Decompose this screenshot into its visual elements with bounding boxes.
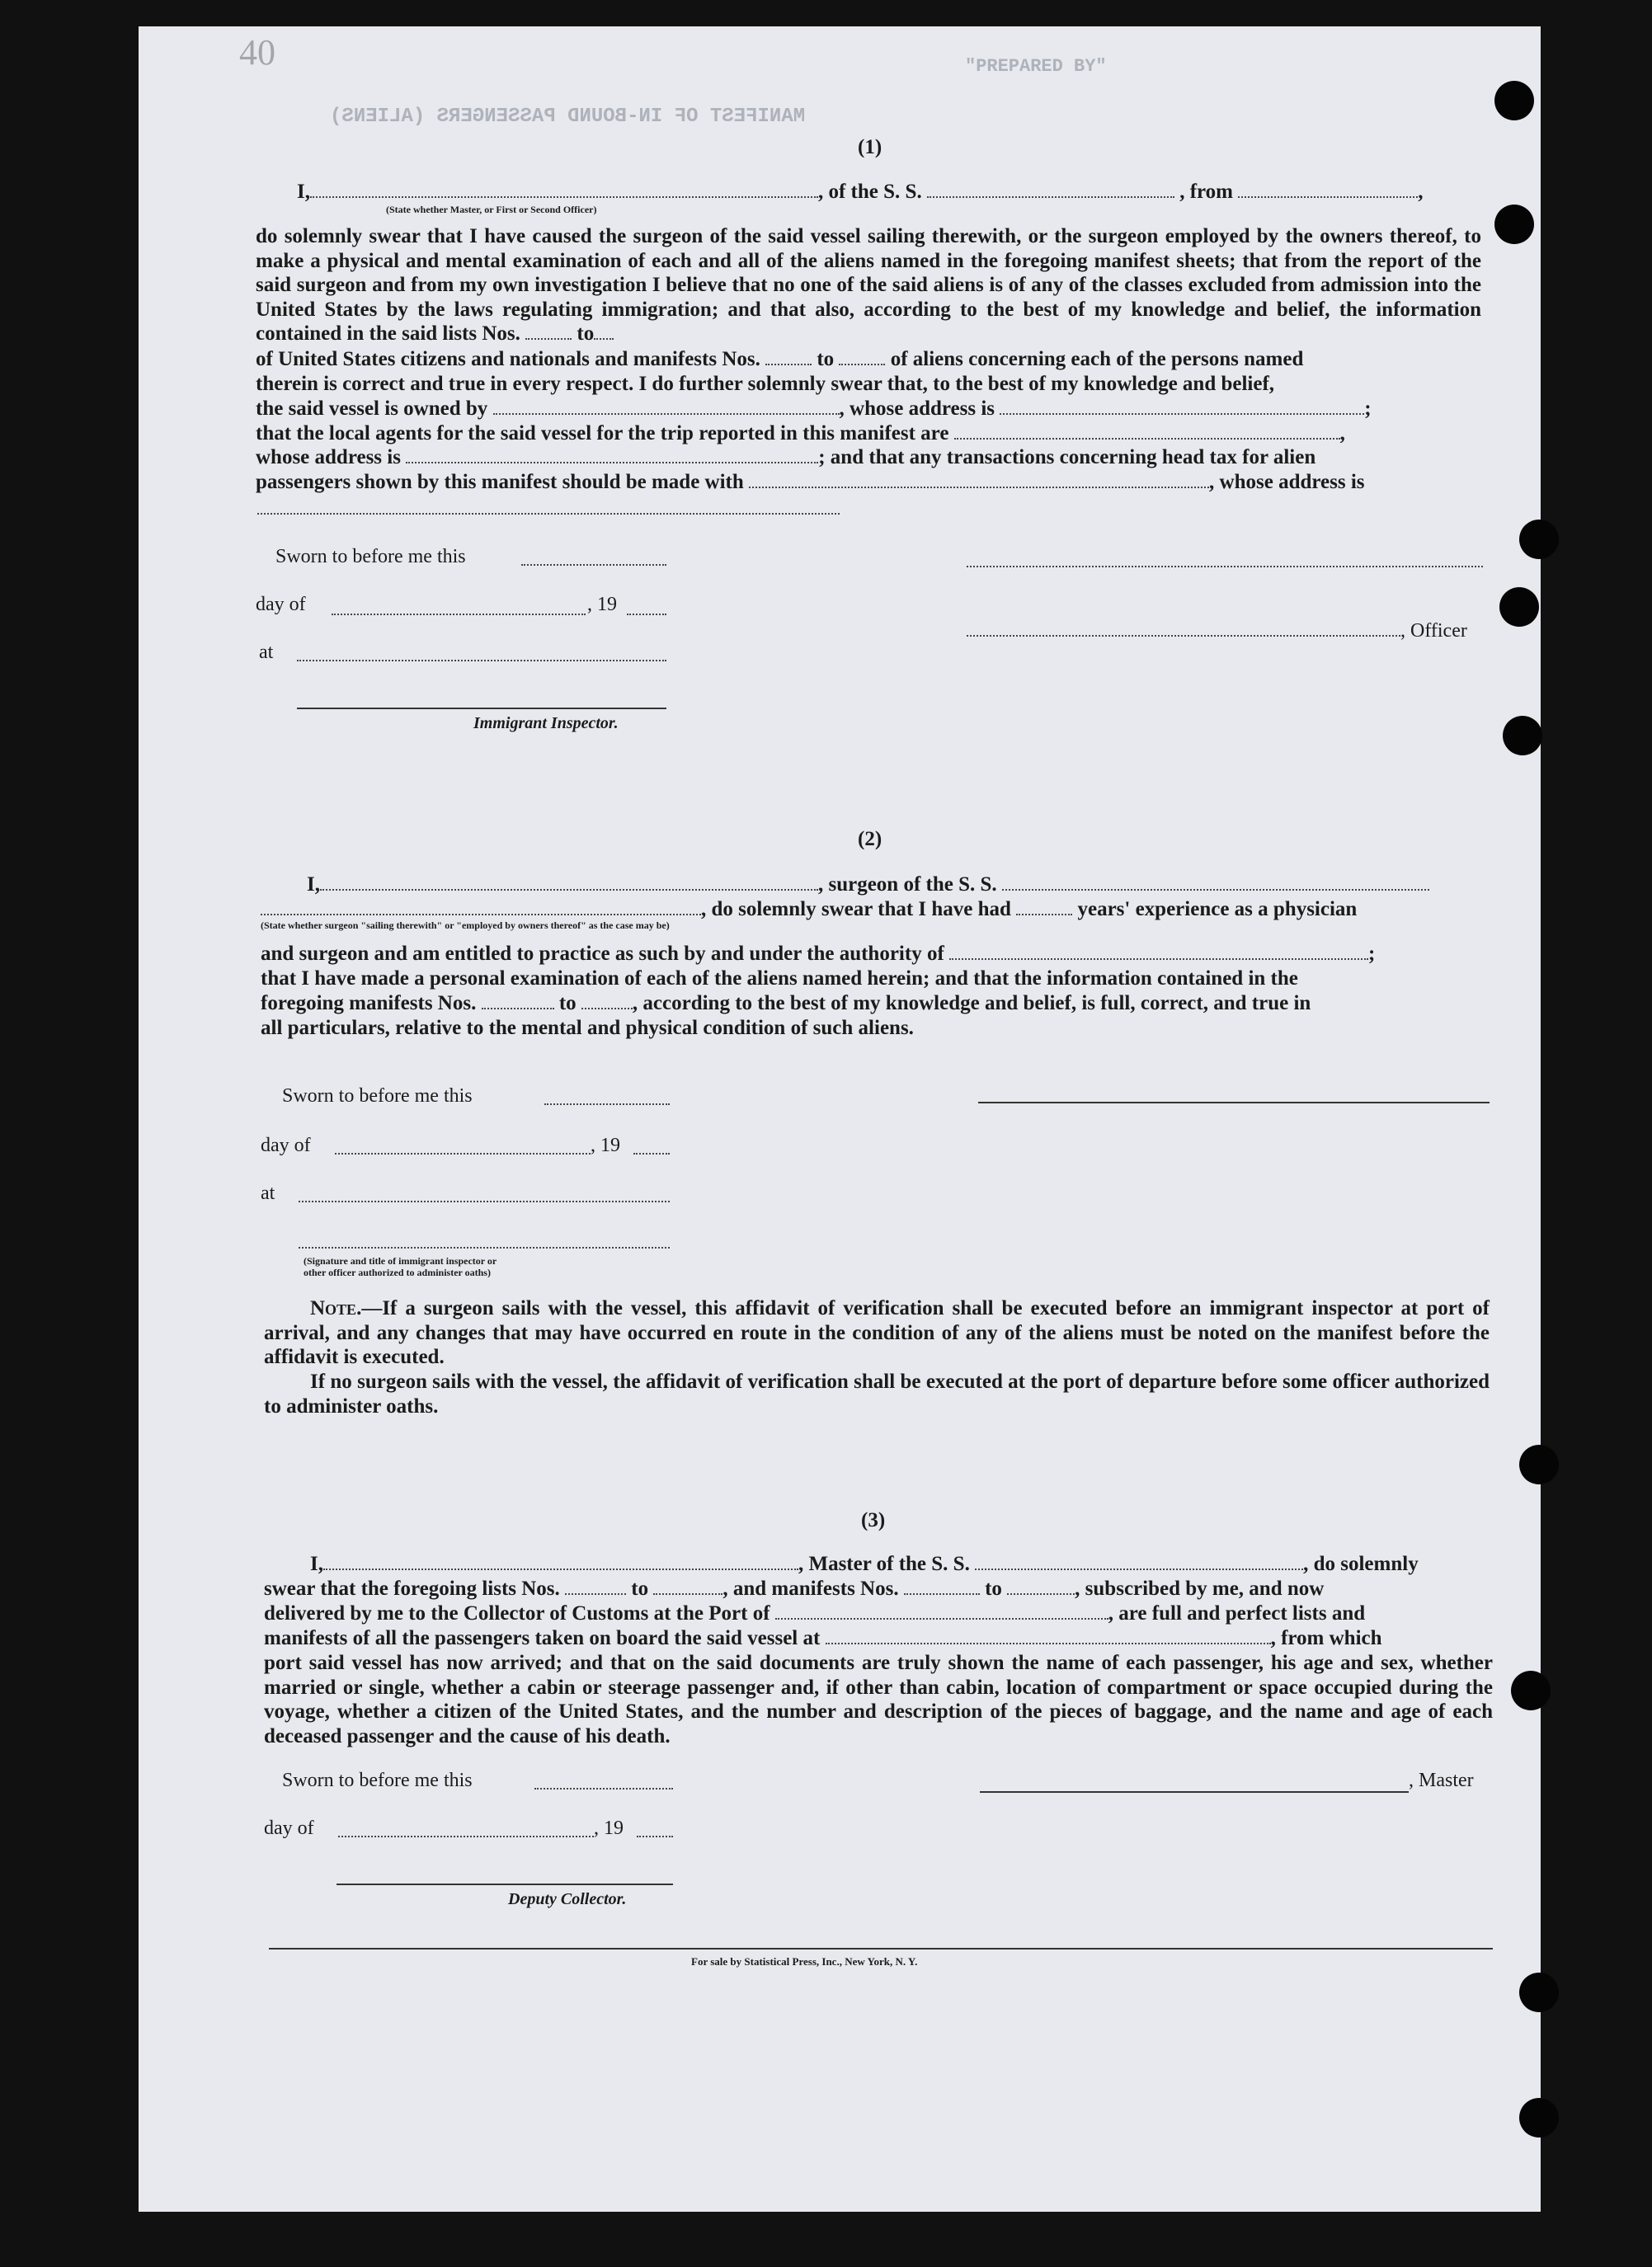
punch-hole (1519, 1973, 1559, 2012)
section-2-sworn: Sworn to before me this (282, 1085, 473, 1107)
punch-hole (1494, 81, 1534, 120)
section-2-day-of: day of (261, 1135, 311, 1156)
section-2-year: , 19 (591, 1135, 620, 1156)
section-3-line-3: delivered by me to the Collector of Customs at the Port of , are full and perfect lists and (264, 1602, 1366, 1625)
section-2-body-1: and surgeon and am entitled to practice as such by and under the authority of ; (261, 943, 1376, 965)
blank-sworn-date[interactable] (534, 1788, 673, 1790)
punch-hole (1503, 716, 1542, 755)
section-1-line-agents: that the local agents for the said vessel for the trip reported in this manifest are , (256, 422, 1345, 444)
section-3-body (264, 1651, 1493, 1748)
blank-head-tax-address[interactable] (257, 513, 840, 515)
section-1-number: (1) (858, 136, 882, 158)
section-3-line-4: manifests of all the passengers taken on board the said vessel at , from which (264, 1627, 1382, 1649)
blank-manifest-from[interactable] (765, 349, 812, 365)
section-3-number: (3) (861, 1509, 886, 1531)
section-1-line-us-citizens: of United States citizens and nationals and manifests Nos. to of aliens concerning each of the persons named (256, 348, 1304, 370)
section-3-sworn: Sworn to before me this (282, 1770, 473, 1791)
text: , (1418, 181, 1424, 203)
section-1-day-of: day of (256, 594, 306, 615)
text: , of the S. S. (817, 181, 922, 203)
note-paragraph: Note.—If a surgeon sails with the vessel, this affidavit of verification shall be executed before an immigrant inspector at port of arrival, and any changes that may have occurred en route in the condition of any of the aliens must be noted on the manifest before the affidavit is executed. (264, 1297, 1490, 1369)
text: I, (297, 181, 310, 203)
section-1-sworn: Sworn to before me this (275, 546, 466, 567)
section-2-status-note: (State whether surgeon "sailing therewith" or "employed by owners thereof" as the case may be) (261, 919, 670, 931)
blank-master-name[interactable] (323, 1554, 798, 1570)
section-2-signature-note-1: (Signature and title of immigrant inspector or (304, 1255, 497, 1267)
blank-month[interactable] (338, 1836, 594, 1837)
blank-from[interactable] (1238, 181, 1418, 198)
section-3-master-label: , Master (1409, 1770, 1474, 1791)
blank-head-tax-contact[interactable] (749, 472, 1209, 488)
section-2-note (264, 1296, 1490, 1370)
punch-hole (1494, 205, 1534, 244)
show-through-text-2: MANIFEST OF IN-BOUND PASSENGERS (ALIENS) (330, 106, 806, 128)
blank-month[interactable] (335, 1153, 591, 1155)
section-2-at: at (261, 1183, 275, 1204)
blank-year[interactable] (627, 614, 666, 615)
section-1-line-correct: therein is correct and true in every respect. I do further solemnly swear that, to the best of my knowledge and belief, (256, 373, 1275, 395)
blank-manifests-to[interactable] (1007, 1578, 1075, 1595)
section-1-rank-note: (State whether Master, or First or Second Officer) (386, 204, 597, 215)
section-3-line-2: swear that the foregoing lists Nos. to , and manifests Nos. to , subscribed by me, and now (264, 1578, 1325, 1600)
section-3-collector-label: Deputy Collector. (508, 1890, 627, 1908)
inspector-signature-line[interactable] (299, 1247, 670, 1249)
section-1-line-address: whose address is ; and that any transactions concerning head tax for alien (256, 446, 1316, 468)
blank-authority[interactable] (949, 943, 1368, 960)
blank-lists-from[interactable] (525, 323, 572, 340)
text: , from (1179, 181, 1233, 203)
punch-hole (1511, 1671, 1551, 1710)
blank-sworn-date[interactable] (544, 1103, 670, 1105)
inspector-signature-line[interactable] (297, 708, 666, 709)
officer-signature-line-2[interactable] (967, 635, 1400, 637)
section-1-body (256, 224, 1481, 346)
officer-signature-line-1[interactable] (967, 566, 1483, 567)
blank-port-of-departure[interactable] (826, 1628, 1271, 1644)
blank-place[interactable] (297, 660, 666, 661)
printer-line: For sale by Statistical Press, Inc., New York, N. Y. (691, 1955, 918, 1968)
master-signature-line[interactable] (980, 1791, 1409, 1793)
blank-surgeon-name[interactable] (320, 874, 818, 891)
section-2-body-2: that I have made a personal examination of each of the aliens named herein; and that the information contained in the (261, 967, 1298, 990)
punch-hole (1519, 1445, 1559, 1484)
surgeon-signature-line[interactable] (978, 1102, 1490, 1103)
page-mark: 40 (239, 32, 275, 73)
section-3-year: , 19 (594, 1818, 624, 1839)
section-1-line-1 (297, 180, 1424, 205)
blank-lists-to[interactable] (653, 1578, 722, 1595)
body-paragraph: do solemnly swear that I have caused the surgeon of the said vessel sailing therewith, or the surgeon employed by the owners thereof, to make a physical and mental examination of each and all of the aliens named in the foregoing manifest sheets; that from the report of the said surgeon and from my own investigation I believe that no one of the said aliens is of any of the classes excluded from admission into the United States by the laws regulating immigration; and that also, according to the best of my knowledge and belief, the information contained in the said lists Nos. to (256, 225, 1481, 346)
blank-manifests-from[interactable] (904, 1578, 980, 1595)
section-1-officer-label: , Officer (1400, 620, 1467, 642)
blank-surgeon-status[interactable] (261, 899, 701, 915)
blank-place[interactable] (299, 1201, 670, 1202)
blank-lists-from[interactable] (565, 1578, 626, 1595)
footer-rule (269, 1948, 1493, 1950)
section-2-signature-note-2: other officer authorized to administer oaths) (304, 1267, 491, 1278)
section-3-day-of: day of (264, 1818, 314, 1839)
blank-manifest-to[interactable] (581, 993, 633, 1009)
blank-sworn-date[interactable] (521, 564, 666, 566)
blank-owner[interactable] (493, 398, 840, 415)
blank-year[interactable] (637, 1836, 673, 1837)
section-1-inspector-label: Immigrant Inspector. (473, 714, 619, 732)
blank-vessel[interactable] (1002, 874, 1429, 891)
section-1-at: at (259, 642, 274, 663)
blank-port[interactable] (775, 1603, 1108, 1620)
blank-year[interactable] (633, 1153, 670, 1155)
section-2-body-4: all particulars, relative to the mental and physical condition of such aliens. (261, 1017, 914, 1039)
blank-manifest-from[interactable] (482, 993, 554, 1009)
blank-manifest-to[interactable] (839, 349, 885, 365)
punch-hole (1519, 2098, 1559, 2138)
section-2-note-2 (264, 1370, 1490, 1418)
show-through-text-1: "PREPARED BY" (965, 56, 1107, 77)
section-2-line-2: , do solemnly swear that I have had years' experience as a physician (261, 897, 1357, 922)
punch-hole (1519, 520, 1559, 559)
section-1-line-passengers: passengers shown by this manifest should be made with , whose address is (256, 471, 1365, 493)
section-2-body-3: foregoing manifests Nos. to , according to the best of my knowledge and belief, is full, correct, and true in (261, 992, 1311, 1014)
collector-signature-line[interactable] (337, 1884, 673, 1885)
blank-years[interactable] (1016, 899, 1072, 915)
blank-rank[interactable] (310, 181, 818, 198)
section-1-line-owned: the said vessel is owned by , whose address is ; (256, 397, 1372, 420)
section-3-line-1: I, , Master of the S. S. , do solemnly (310, 1553, 1419, 1575)
blank-agents[interactable] (954, 423, 1340, 440)
body-paragraph: port said vessel has now arrived; and that on the said documents are truly shown the name of each passenger, his age and sex, whether married or single, whether a cabin or steerage passenger and, if other than cabin, location of compartment or space occupied during the voyage, whether a citizen of the United States, and the number and description of the pieces of baggage, and the name and age of each deceased passenger and the cause of his death. (264, 1652, 1493, 1747)
note-paragraph: If no surgeon sails with the vessel, the affidavit of verification shall be executed at the port of departure before some officer authorized to administer oaths. (264, 1371, 1490, 1418)
blank-agents-address[interactable] (406, 447, 818, 463)
blank-month[interactable] (332, 614, 586, 615)
blank-vessel[interactable] (927, 181, 1174, 198)
section-2-number: (2) (858, 828, 882, 850)
blank-vessel[interactable] (975, 1554, 1303, 1570)
section-1-year: , 19 (587, 594, 617, 615)
blank-owner-address[interactable] (1000, 398, 1364, 415)
section-2-line-1: I, , surgeon of the S. S. (307, 872, 1429, 897)
punch-hole (1499, 587, 1539, 627)
blank-lists-to[interactable] (594, 323, 614, 340)
